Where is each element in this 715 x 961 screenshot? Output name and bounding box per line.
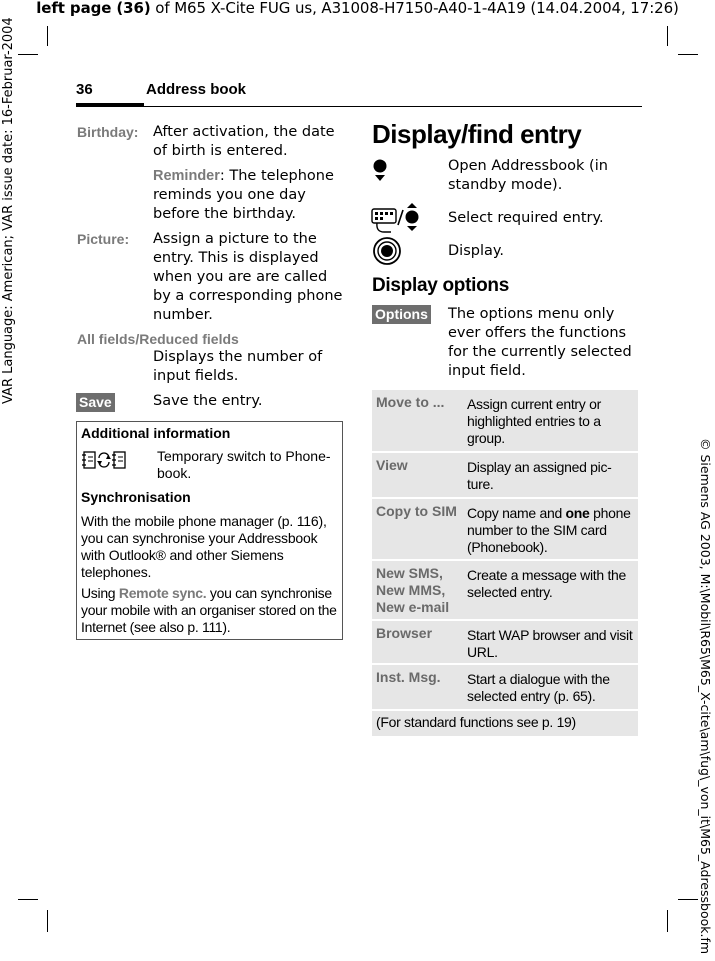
page-section-title: Address book [146, 81, 247, 98]
section-heading: Display/find entry [372, 119, 582, 149]
header-file-info: of M65 X-Cite FUG us, A31008-H7150-A40-1-4A19 (14.04.2004, 17:26) [150, 0, 679, 17]
remote-sync-term: Remote sync. [118, 585, 207, 601]
option-value: Start a dialogue with the selected entry (p. 65). [467, 671, 610, 704]
additional-info-title: Additional information [81, 425, 231, 441]
picture-text: Assign a picture to the entry. This is displayed when you are are called by a corresponding phone number. [153, 231, 343, 323]
sync-text: With the mobile phone manager (p. 116), you can synchronise your Addressbook with Outlook® and other Siemens telephones. [81, 513, 327, 580]
switch-text: Temporary switch to Phone-book. [157, 448, 331, 481]
display-options-heading: Display options [372, 275, 509, 296]
table-row [372, 621, 638, 663]
option-key: Move to ... [376, 394, 445, 410]
picture-label: Picture: [77, 231, 130, 247]
crop-mark [47, 26, 48, 46]
nav-joystick-down-icon [372, 158, 392, 184]
step-open-addressbook: Open Addressbook (in standby mode). [448, 158, 608, 193]
using-rest: you can synchronise your mobile with an organiser stored on the Internet (see also p. 111). [81, 585, 337, 635]
sync-title: Synchronisation [81, 489, 191, 505]
all-fields-text: Displays the number of input fields. [153, 349, 323, 384]
value-pre: Copy name and [467, 505, 566, 521]
option-key: View [376, 457, 408, 473]
step-display: Display. [448, 243, 504, 259]
birthday-label: Birthday: [77, 124, 139, 140]
side-language-note: VAR Language: American; VAR issue date: 16-Februar-2004 [1, 17, 16, 404]
document-header [0, 0, 715, 17]
option-key: Browser [376, 625, 433, 641]
center-select-key-icon [372, 236, 402, 266]
crop-mark [678, 899, 698, 900]
option-value: Assign current entry or highlighted entries to a group. [467, 396, 601, 446]
side-copyright-path: © Siemens AG 2003, M:\Mobil\R65\M65_X-cite\am\fug\_von_it\M65_Adressbook.fm [698, 438, 713, 955]
crop-mark [18, 54, 38, 55]
table-row [372, 453, 638, 497]
table-row [372, 390, 638, 451]
header-rule [76, 106, 642, 107]
reminder-text [153, 167, 345, 224]
option-value: Create a message with the selected entry. [467, 567, 627, 600]
phonebook-switch-icon [81, 449, 133, 471]
header-rule-accent [76, 103, 144, 107]
crop-mark [678, 54, 698, 55]
header-page-ref: left page (36) [36, 0, 151, 17]
reminder-word: Reminder [153, 168, 220, 184]
table-row [372, 499, 638, 559]
options-softkey[interactable]: Options [372, 305, 431, 324]
crop-mark [18, 899, 38, 900]
option-value: Start WAP browser and visit URL. [467, 627, 633, 660]
remote-sync-text [81, 585, 343, 636]
crop-mark [667, 26, 668, 46]
table-footer [372, 711, 638, 736]
reminder-rest: : The telephone reminds you one day before the birthday. [153, 168, 334, 222]
keypad-and-joystick-icon [371, 202, 423, 236]
crop-mark [47, 910, 48, 932]
table-footer-text: (For standard functions see p. 19) [376, 714, 576, 730]
option-value: Display an assigned pic-ture. [467, 459, 612, 492]
table-row [372, 665, 638, 709]
option-value [467, 505, 635, 556]
crop-mark [667, 910, 668, 932]
options-text: The options menu only ever offers the functions for the currently selected input field. [448, 306, 632, 379]
birthday-text: After activation, the date of birth is entered. [153, 124, 335, 159]
option-key: New SMS, New MMS, New e-mail [376, 565, 450, 615]
table-row [372, 561, 638, 619]
value-emphasis: one [565, 505, 590, 521]
save-text: Save the entry. [153, 393, 263, 409]
additional-info-box [76, 421, 343, 640]
using-pre: Using [81, 585, 119, 601]
option-key: Inst. Msg. [376, 669, 441, 685]
option-key: Copy to SIM [376, 503, 457, 519]
step-select-entry: Select required entry. [448, 210, 604, 226]
all-fields-label: All fields/Reduced fields [77, 331, 239, 347]
save-softkey[interactable]: Save [76, 393, 115, 412]
value-post: phone number to the SIM card (Phonebook). [467, 505, 631, 555]
page-number: 36 [76, 81, 93, 98]
